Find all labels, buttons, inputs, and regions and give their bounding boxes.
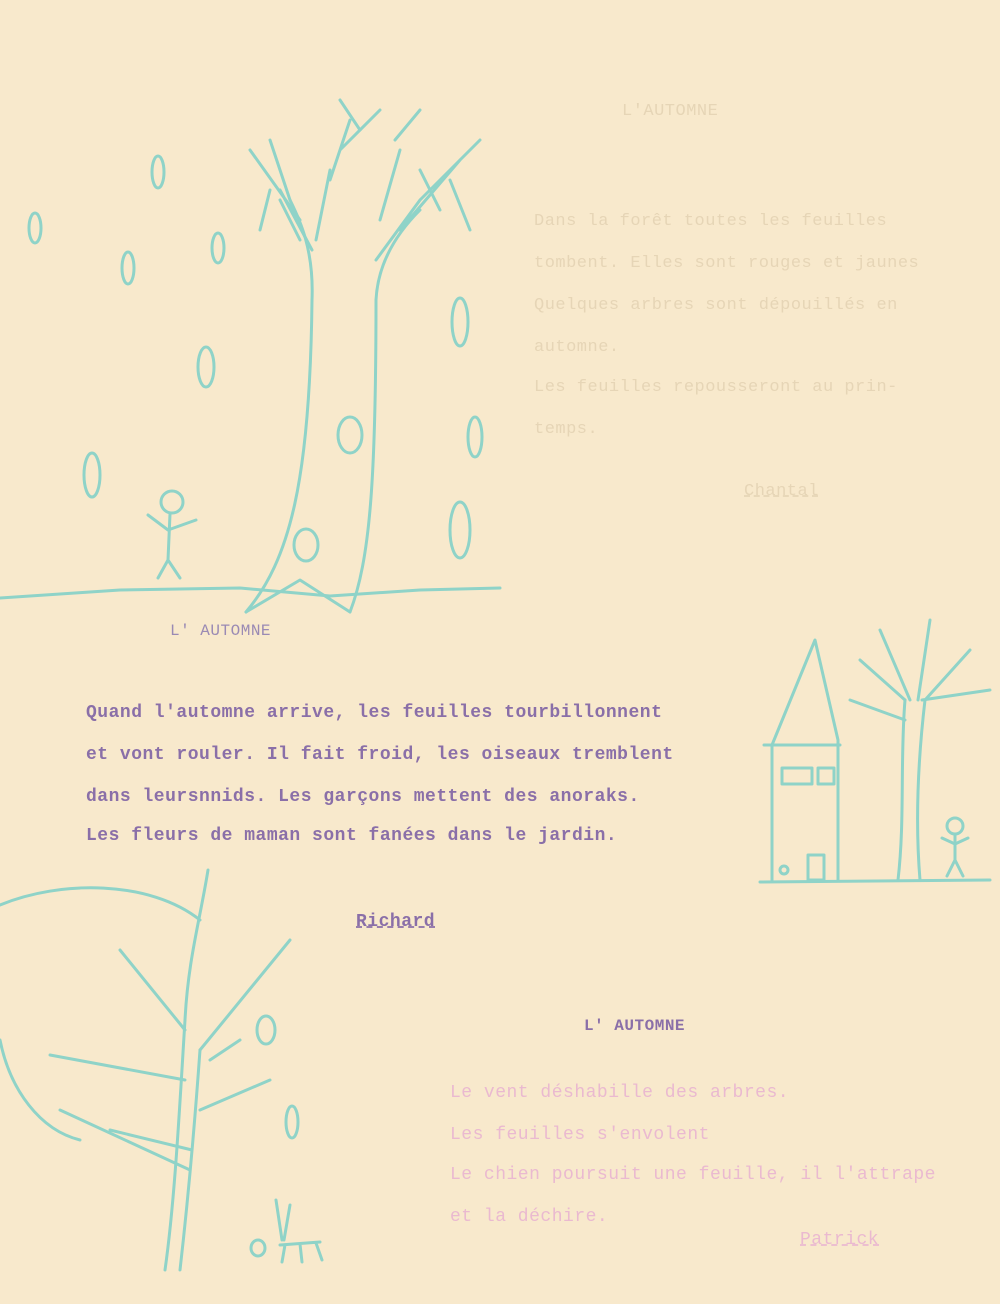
poem-patrick-title: L' AUTOMNE (584, 1017, 686, 1035)
poem-richard-author: Richard (356, 912, 436, 932)
poem-chantal-author: Chantal (744, 482, 819, 501)
big-tree-drawing (0, 100, 500, 612)
poem-richard-line: et vont rouler. Il fait froid, les oiseaux tremblent (86, 745, 674, 765)
poem-patrick-line: Les feuilles s'envolent (450, 1125, 710, 1145)
poem-patrick-line: et la déchire. (450, 1207, 609, 1227)
house-drawing (760, 620, 990, 882)
poem-chantal-line: tombent. Elles sont rouges et jaunes (534, 254, 920, 273)
poem-patrick-line: Le chien poursuit une feuille, il l'attrape (450, 1165, 936, 1185)
poem-chantal-line: temps. (534, 420, 599, 439)
poem-patrick-line: Le vent déshabille des arbres. (450, 1083, 790, 1103)
poem-richard-line: Les fleurs de maman sont fanées dans le jardin. (86, 826, 618, 846)
poem-chantal-line: Dans la forêt toutes les feuilles (534, 212, 888, 231)
poem-chantal-line: Les feuilles repousseront au prin- (534, 378, 898, 397)
poem-patrick-author: Patrick (800, 1230, 880, 1250)
bare-tree-drawing (0, 870, 322, 1270)
poem-chantal-title: L'AUTOMNE (622, 102, 719, 121)
poem-chantal-line: automne. (534, 338, 620, 357)
poem-richard-title: L' AUTOMNE (170, 622, 272, 640)
poem-richard-line: Quand l'automne arrive, les feuilles tourbillonnent (86, 703, 663, 723)
poem-richard-line: dans leursnnids. Les garçons mettent des anoraks. (86, 787, 640, 807)
poem-chantal-line: Quelques arbres sont dépouillés en (534, 296, 898, 315)
